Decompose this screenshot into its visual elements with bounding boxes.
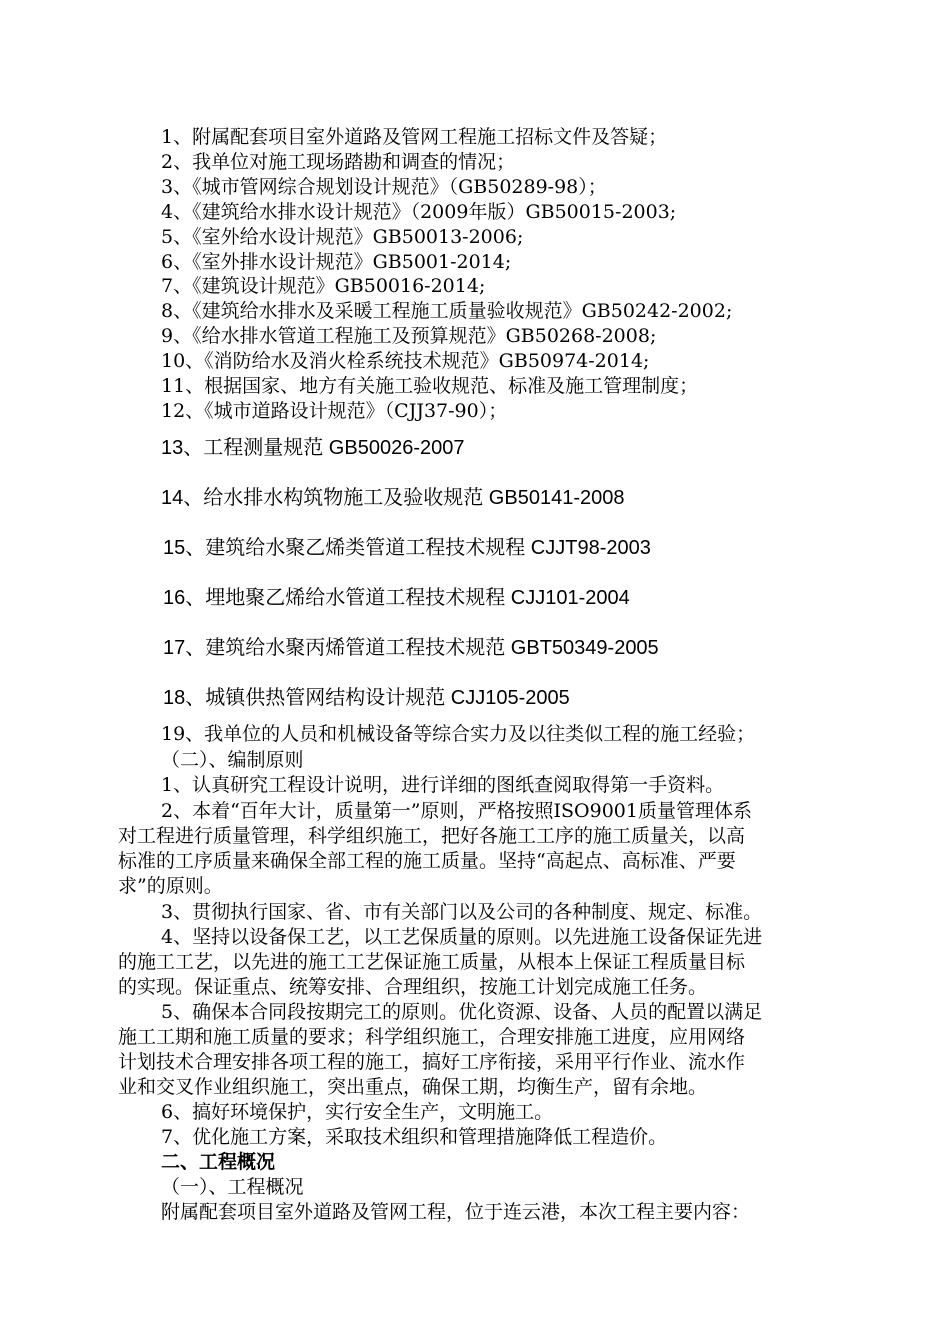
basis-item-11: 11、根据国家、地方有关施工验收规范、标准及施工管理制度； <box>161 375 699 397</box>
principle-2-line-4: 求”的原则。 <box>118 875 223 897</box>
principle-3: 3、贯彻执行国家、省、市有关部门以及公司的各种制度、规定、标准。 <box>161 901 763 923</box>
basis-item-16: 16、埋地聚乙烯给水管道工程技术规程 CJJ101-2004 <box>163 587 630 609</box>
principle-4-line-1: 4、坚持以设备保工艺，以工艺保质量的原则。以先进施工设备保证先进 <box>161 926 763 948</box>
principle-5-line-1: 5、确保本合同段按期完工的原则。优化资源、设备、人员的配置以满足 <box>161 1001 763 1023</box>
basis-item-5: 5、《室外给水设计规范》GB50013-2006; <box>161 226 524 248</box>
principle-5-line-2: 施工工期和施工质量的要求；科学组织施工，合理安排施工进度，应用网络 <box>118 1026 746 1048</box>
principle-5-line-3: 计划技术合理安排各项工程的施工，搞好工序衔接，采用平行作业、流水作 <box>118 1051 746 1073</box>
basis-item-4: 4、《建筑给水排水设计规范》（2009年版）GB50015-2003; <box>161 201 677 223</box>
principles-heading: （二）、编制原则 <box>161 749 304 771</box>
principle-2-line-1: 2、本着“百年大计，质量第一”原则，严格按照ISO9001质量管理体系 <box>161 800 752 822</box>
basis-item-19: 19、我单位的人员和机械设备等综合实力及以往类似工程的施工经验； <box>161 723 756 745</box>
basis-item-12: 12、《城市道路设计规范》（CJJ37-90）； <box>161 400 508 422</box>
principle-4-line-2: 的施工工艺，以先进的施工工艺保证施工质量，从根本上保证工程质量目标 <box>118 951 746 973</box>
basis-item-17: 17、建筑给水聚丙烯管道工程技术规范 GBT50349-2005 <box>163 637 659 659</box>
principle-7: 7、优化施工方案，采取技术组织和管理措施降低工程造价。 <box>161 1126 668 1148</box>
basis-item-7: 7、《建筑设计规范》GB50016-2014; <box>161 275 486 297</box>
principle-1: 1、认真研究工程设计说明，进行详细的图纸查阅取得第一手资料。 <box>161 774 725 796</box>
principle-2-line-2: 对工程进行质量管理，科学组织施工，把好各施工工序的施工质量关，以高 <box>118 825 746 847</box>
basis-item-6: 6、《室外排水设计规范》GB5001-2014; <box>161 251 512 273</box>
principle-2-line-3: 标准的工序质量来确保全部工程的施工质量。坚持“高起点、高标准、严要 <box>118 850 736 872</box>
principle-4-line-3: 的实现。保证重点、统筹安排、合理组织，按施工计划完成施工任务。 <box>118 976 708 998</box>
basis-item-14: 14、给水排水构筑物施工及验收规范 GB50141-2008 <box>161 487 625 509</box>
overview-heading: （一）、工程概况 <box>161 1176 304 1198</box>
basis-item-8: 8、《建筑给水排水及采暖工程施工质量验收规范》GB50242-2002; <box>161 300 733 322</box>
basis-item-13: 13、工程测量规范 GB50026-2007 <box>161 437 465 459</box>
section-2-heading: 二、工程概况 <box>161 1151 276 1173</box>
basis-item-3: 3、《城市管网综合规划设计规范》（GB50289-98）； <box>161 176 607 198</box>
principle-5-line-4: 业和交叉作业组织施工，突出重点，确保工期，均衡生产，留有余地。 <box>118 1076 708 1098</box>
basis-item-9: 9、《给水排水管道工程施工及预算规范》GB50268-2008; <box>161 325 657 347</box>
overview-text: 附属配套项目室外道路及管网工程，位于连云港，本次工程主要内容： <box>161 1201 751 1223</box>
basis-item-18: 18、城镇供热管网结构设计规范 CJJ105-2005 <box>163 687 570 709</box>
basis-item-2: 2、我单位对施工现场踏勘和调查的情况； <box>161 151 516 173</box>
basis-item-1: 1、附属配套项目室外道路及管网工程施工招标文件及答疑； <box>161 126 668 148</box>
basis-item-15: 15、建筑给水聚乙烯类管道工程技术规程 CJJT98-2003 <box>163 537 651 559</box>
basis-item-10: 10、《消防给水及消火栓系统技术规范》GB50974-2014; <box>161 350 650 372</box>
principle-6: 6、搞好环境保护，实行安全生产，文明施工。 <box>161 1101 554 1123</box>
